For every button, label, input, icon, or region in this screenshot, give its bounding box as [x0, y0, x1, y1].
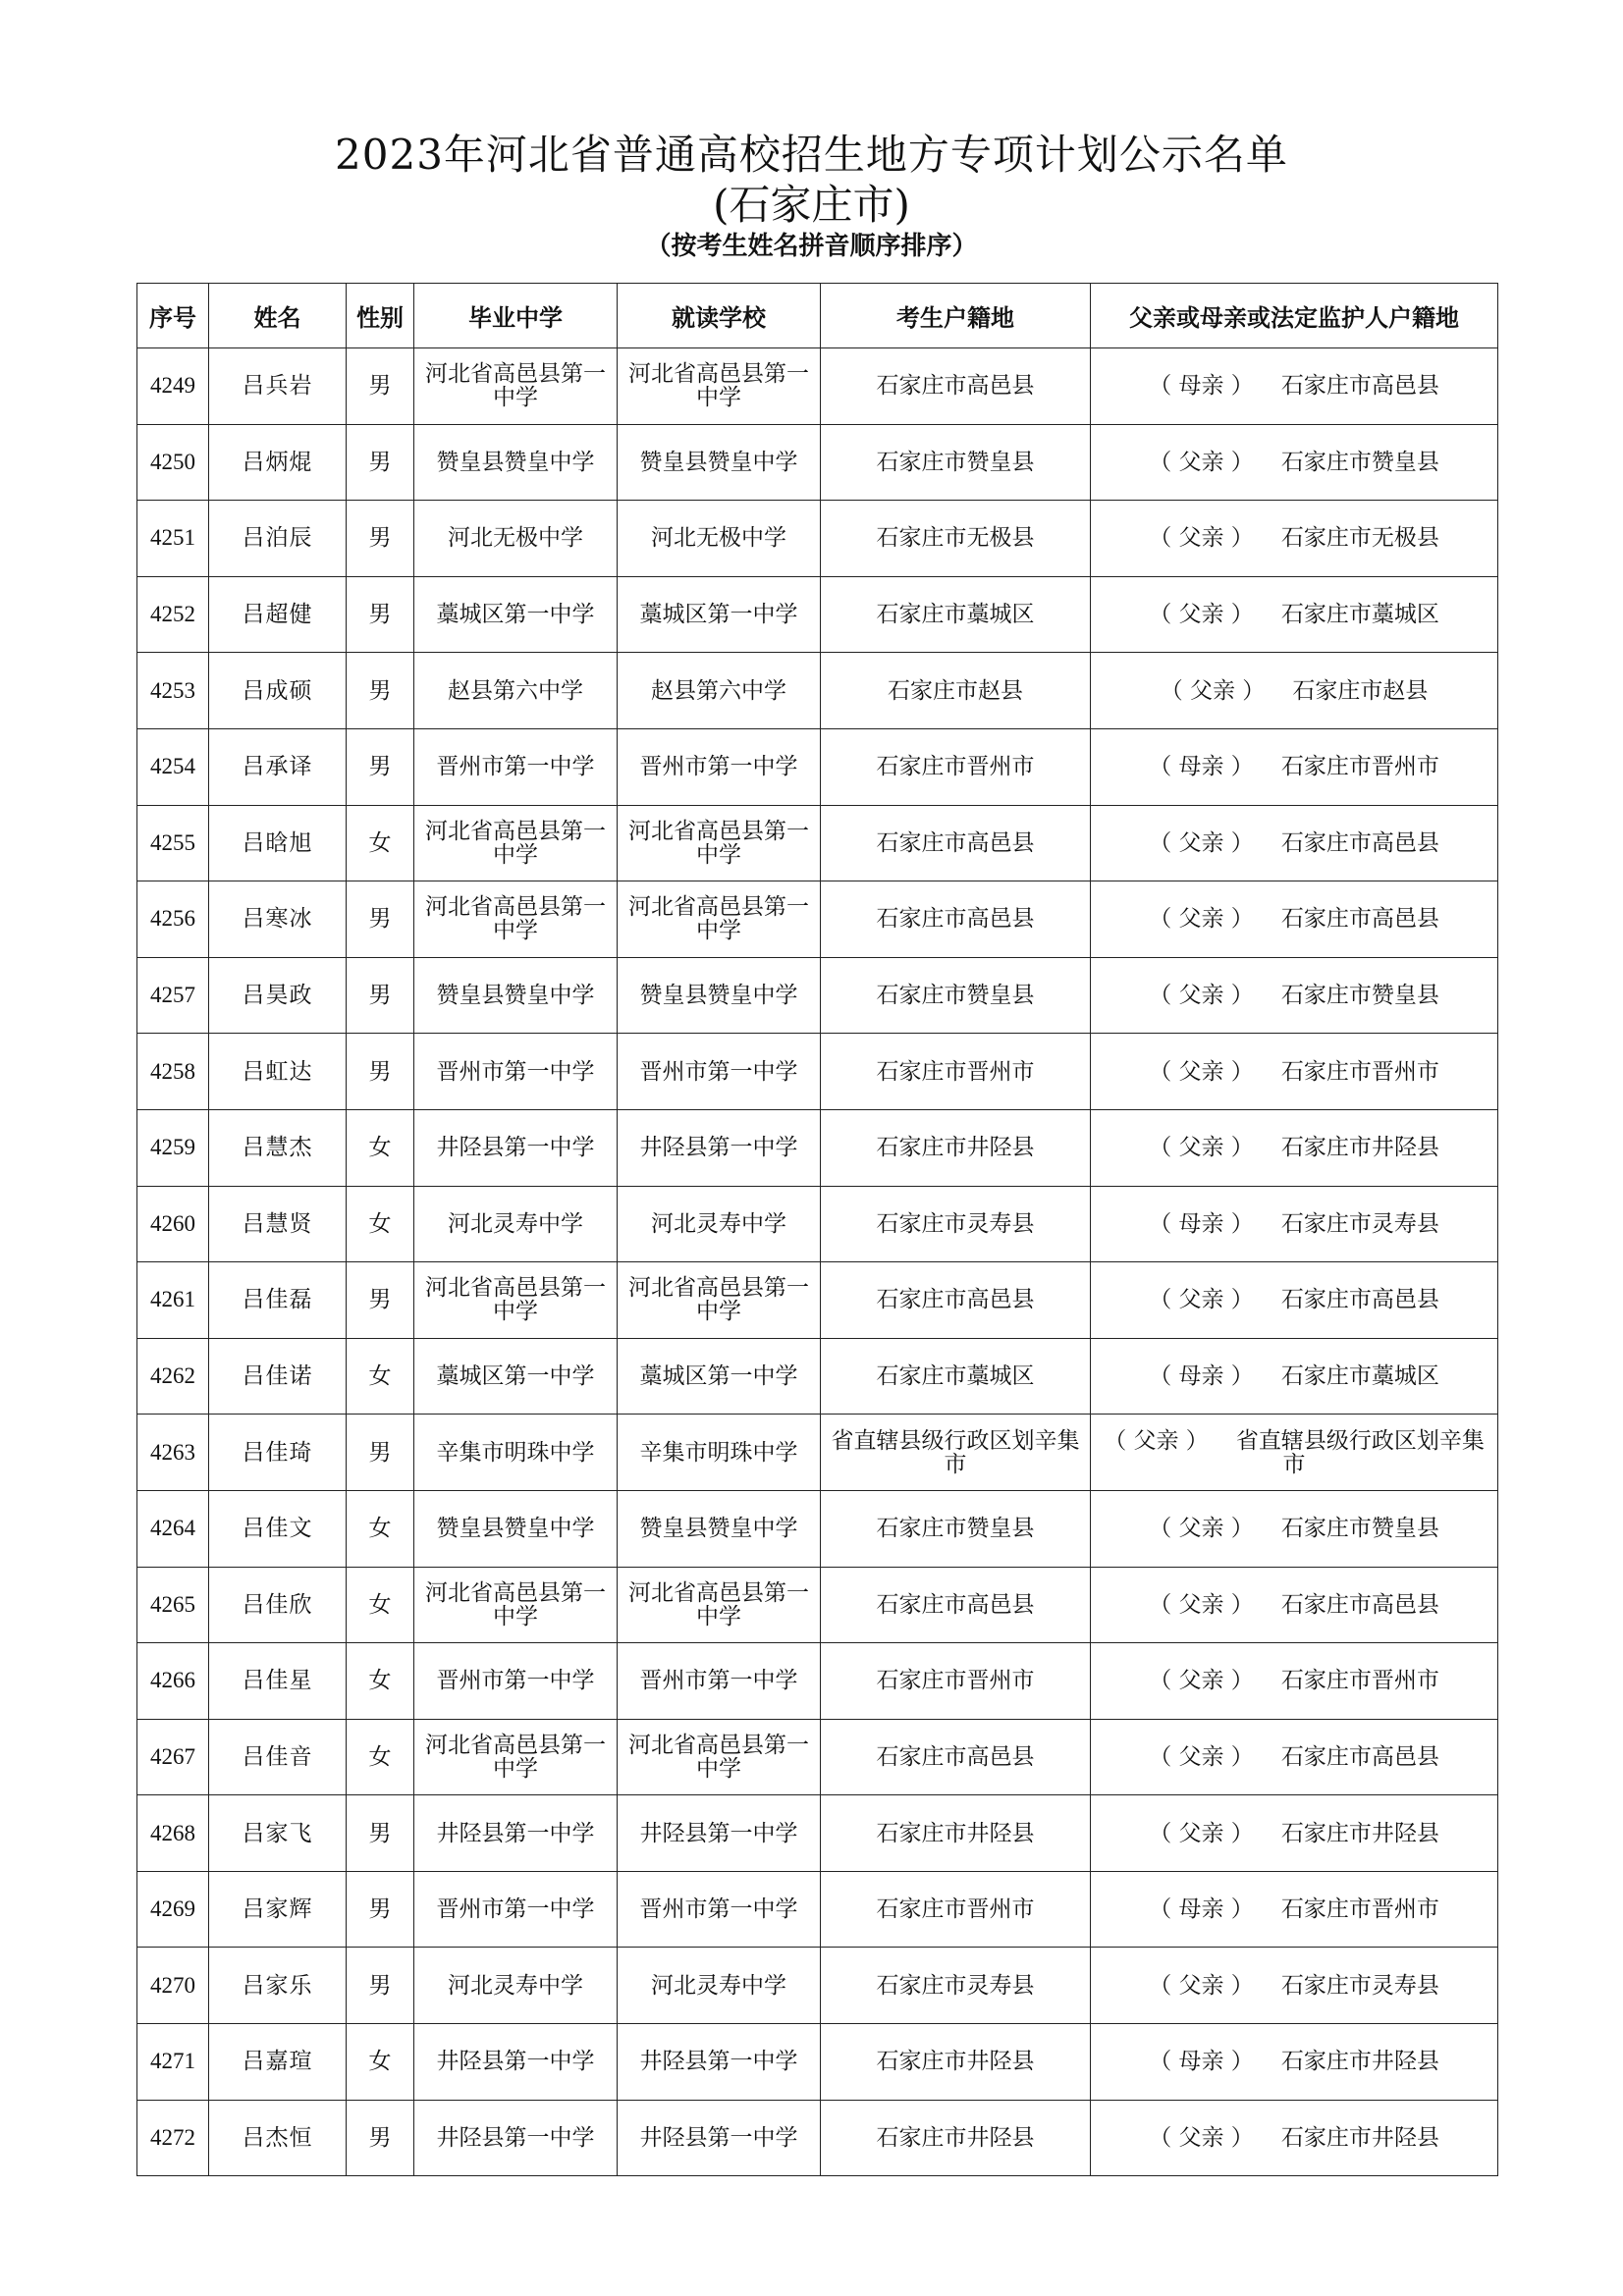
cell-seq: 4271: [137, 2024, 209, 2101]
cell-household: 石家庄市井陉县: [821, 2100, 1091, 2176]
cell-current-school: 河北灵寿中学: [618, 1948, 821, 2024]
cell-household: 石家庄市赞皇县: [821, 957, 1091, 1034]
cell-grad-school: 晋州市第一中学: [414, 1034, 618, 1110]
cell-name: 吕炳焜: [209, 424, 347, 501]
table-row: [137, 2024, 1498, 2101]
cell-current-school: 河北省高邑县第一中学: [618, 805, 821, 881]
cell-current-school: 井陉县第一中学: [618, 2100, 821, 2176]
cell-grad-school: 河北省高邑县第一中学: [414, 805, 618, 881]
guardian-place: 石家庄市高邑县: [1280, 373, 1439, 400]
guardian-place: 石家庄市灵寿县: [1280, 1972, 1439, 1999]
cell-gender: 男: [347, 1034, 414, 1110]
guardian-place: 石家庄市高邑县: [1280, 906, 1439, 933]
guardian-place: 石家庄市高邑县: [1280, 1743, 1439, 1770]
cell-current-school: 赞皇县赞皇中学: [618, 424, 821, 501]
cell-seq: 4267: [137, 1719, 209, 1795]
cell-household: 石家庄市无极县: [821, 501, 1091, 577]
cell-guardian: [1091, 1338, 1498, 1415]
cell-name: 吕慧杰: [209, 1109, 347, 1186]
cell-name: 吕佳磊: [209, 1262, 347, 1339]
cell-guardian: [1091, 424, 1498, 501]
cell-current-school: 河北省高邑县第一中学: [618, 1262, 821, 1339]
cell-current-school: 赵县第六中学: [618, 653, 821, 729]
guardian-place: 石家庄市晋州市: [1280, 1058, 1439, 1085]
cell-guardian: [1091, 1262, 1498, 1339]
cell-seq: 4265: [137, 1567, 209, 1643]
cell-name: 吕寒冰: [209, 881, 347, 958]
cell-grad-school: 河北无极中学: [414, 501, 618, 577]
guardian-relation: （ 父亲 ）: [1149, 1591, 1254, 1618]
cell-gender: 男: [347, 1871, 414, 1948]
cell-household: 石家庄市高邑县: [821, 1719, 1091, 1795]
column-header-household: 考生户籍地: [821, 284, 1091, 348]
cell-guardian: [1091, 1567, 1498, 1643]
guardian-relation: （ 父亲 ）: [1149, 1135, 1254, 1161]
guardian-place: 石家庄市藁城区: [1280, 1363, 1439, 1390]
cell-guardian: [1091, 348, 1498, 425]
cell-name: 吕家乐: [209, 1948, 347, 2024]
cell-name: 吕佳琦: [209, 1415, 347, 1491]
cell-current-school: 晋州市第一中学: [618, 728, 821, 805]
cell-seq: 4269: [137, 1871, 209, 1948]
cell-gender: 男: [347, 1262, 414, 1339]
cell-guardian: [1091, 1109, 1498, 1186]
guardian-relation: （ 母亲 ）: [1149, 1896, 1254, 1923]
table-row: [137, 1338, 1498, 1415]
cell-gender: 女: [347, 1567, 414, 1643]
guardian-place: 石家庄市晋州市: [1280, 754, 1439, 780]
roster-table: [136, 283, 1498, 2176]
guardian-relation: （ 父亲 ）: [1149, 1516, 1254, 1542]
cell-name: 吕承译: [209, 728, 347, 805]
cell-seq: 4252: [137, 576, 209, 653]
cell-household: 石家庄市高邑县: [821, 348, 1091, 425]
cell-guardian: [1091, 1795, 1498, 1872]
guardian-relation: （ 父亲 ）: [1104, 1427, 1209, 1454]
cell-gender: 男: [347, 1795, 414, 1872]
cell-gender: 男: [347, 957, 414, 1034]
guardian-relation: （ 父亲 ）: [1160, 677, 1266, 704]
cell-household: 石家庄市赵县: [821, 653, 1091, 729]
cell-gender: 女: [347, 1338, 414, 1415]
cell-gender: 女: [347, 1719, 414, 1795]
cell-gender: 男: [347, 424, 414, 501]
guardian-place: 石家庄市赞皇县: [1280, 449, 1439, 475]
column-header-seq: 序号: [137, 284, 209, 348]
cell-name: 吕慧贤: [209, 1186, 347, 1262]
cell-current-school: 河北省高邑县第一中学: [618, 1719, 821, 1795]
table-row: [137, 1034, 1498, 1110]
column-header-current-school: 就读学校: [618, 284, 821, 348]
cell-name: 吕晗旭: [209, 805, 347, 881]
cell-current-school: 井陉县第一中学: [618, 1795, 821, 1872]
guardian-relation: （ 父亲 ）: [1149, 983, 1254, 1009]
cell-grad-school: 赞皇县赞皇中学: [414, 424, 618, 501]
guardian-relation: （ 父亲 ）: [1149, 525, 1254, 552]
page-title: 2023年河北省普通高校招生地方专项计划公示名单: [335, 131, 1288, 179]
cell-household: 石家庄市灵寿县: [821, 1186, 1091, 1262]
table-row: [137, 957, 1498, 1034]
guardian-relation: （ 父亲 ）: [1149, 1058, 1254, 1085]
cell-name: 吕兵岩: [209, 348, 347, 425]
cell-name: 吕佳音: [209, 1719, 347, 1795]
cell-seq: 4264: [137, 1490, 209, 1567]
guardian-relation: （ 父亲 ）: [1149, 829, 1254, 856]
cell-guardian: [1091, 1415, 1498, 1491]
guardian-relation: （ 母亲 ）: [1149, 2049, 1254, 2075]
cell-gender: 女: [347, 1109, 414, 1186]
guardian-relation: （ 母亲 ）: [1149, 1363, 1254, 1390]
table-body: [137, 348, 1498, 2176]
cell-current-school: 河北省高邑县第一中学: [618, 348, 821, 425]
cell-grad-school: 藁城区第一中学: [414, 1338, 618, 1415]
guardian-relation: （ 父亲 ）: [1149, 1972, 1254, 1999]
cell-gender: 男: [347, 728, 414, 805]
table-row: [137, 1948, 1498, 2024]
sort-note: （按考生姓名拼音顺序排序）: [645, 232, 978, 261]
guardian-relation: （ 父亲 ）: [1149, 906, 1254, 933]
cell-guardian: [1091, 1034, 1498, 1110]
table-row: [137, 1643, 1498, 1720]
cell-name: 吕家辉: [209, 1871, 347, 1948]
table-row: [137, 1262, 1498, 1339]
table-row: [137, 576, 1498, 653]
cell-current-school: 河北灵寿中学: [618, 1186, 821, 1262]
cell-name: 吕嘉瑄: [209, 2024, 347, 2101]
cell-grad-school: 井陉县第一中学: [414, 2024, 618, 2101]
table-row: [137, 1109, 1498, 1186]
cell-gender: 女: [347, 2024, 414, 2101]
cell-seq: 4254: [137, 728, 209, 805]
cell-grad-school: 晋州市第一中学: [414, 1871, 618, 1948]
cell-guardian: [1091, 2100, 1498, 2176]
cell-name: 吕佳诺: [209, 1338, 347, 1415]
guardian-place: 石家庄市晋州市: [1280, 1896, 1439, 1923]
cell-grad-school: 井陉县第一中学: [414, 1109, 618, 1186]
cell-guardian: [1091, 957, 1498, 1034]
guardian-place: 石家庄市井陉县: [1280, 1820, 1439, 1846]
cell-current-school: 藁城区第一中学: [618, 1338, 821, 1415]
cell-household: 石家庄市高邑县: [821, 1567, 1091, 1643]
cell-current-school: 赞皇县赞皇中学: [618, 1490, 821, 1567]
guardian-relation: （ 父亲 ）: [1149, 1820, 1254, 1846]
cell-guardian: [1091, 1643, 1498, 1720]
cell-household: 石家庄市晋州市: [821, 1643, 1091, 1720]
cell-household: 石家庄市高邑县: [821, 805, 1091, 881]
table-row: [137, 1719, 1498, 1795]
guardian-place: 石家庄市藁城区: [1280, 602, 1439, 628]
cell-grad-school: 赵县第六中学: [414, 653, 618, 729]
cell-seq: 4256: [137, 881, 209, 958]
cell-name: 吕成硕: [209, 653, 347, 729]
guardian-place: 石家庄市晋州市: [1280, 1668, 1439, 1694]
cell-grad-school: 井陉县第一中学: [414, 2100, 618, 2176]
cell-guardian: [1091, 881, 1498, 958]
cell-current-school: 晋州市第一中学: [618, 1643, 821, 1720]
cell-seq: 4268: [137, 1795, 209, 1872]
cell-guardian: [1091, 653, 1498, 729]
cell-grad-school: 晋州市第一中学: [414, 728, 618, 805]
cell-gender: 男: [347, 1948, 414, 2024]
guardian-place: 石家庄市赵县: [1292, 677, 1429, 704]
cell-grad-school: 河北省高邑县第一中学: [414, 1719, 618, 1795]
guardian-place: 石家庄市赞皇县: [1280, 983, 1439, 1009]
cell-grad-school: 井陉县第一中学: [414, 1795, 618, 1872]
cell-current-school: 晋州市第一中学: [618, 1034, 821, 1110]
table-row: [137, 1186, 1498, 1262]
table-row: [137, 348, 1498, 425]
cell-name: 吕杰恒: [209, 2100, 347, 2176]
guardian-place: 石家庄市高邑县: [1280, 829, 1439, 856]
cell-current-school: 河北省高邑县第一中学: [618, 1567, 821, 1643]
cell-gender: 女: [347, 1490, 414, 1567]
guardian-place: 石家庄市井陉县: [1280, 1135, 1439, 1161]
cell-current-school: 河北省高邑县第一中学: [618, 881, 821, 958]
guardian-relation: （ 母亲 ）: [1149, 373, 1254, 400]
cell-name: 吕家飞: [209, 1795, 347, 1872]
table-row: [137, 728, 1498, 805]
cell-seq: 4259: [137, 1109, 209, 1186]
cell-seq: 4263: [137, 1415, 209, 1491]
cell-seq: 4262: [137, 1338, 209, 1415]
cell-grad-school: 河北省高邑县第一中学: [414, 348, 618, 425]
cell-gender: 男: [347, 1415, 414, 1491]
cell-household: 石家庄市赞皇县: [821, 424, 1091, 501]
cell-household: 石家庄市赞皇县: [821, 1490, 1091, 1567]
cell-name: 吕佳文: [209, 1490, 347, 1567]
cell-seq: 4258: [137, 1034, 209, 1110]
cell-seq: 4257: [137, 957, 209, 1034]
cell-household: 石家庄市高邑县: [821, 881, 1091, 958]
table-row: [137, 1871, 1498, 1948]
cell-name: 吕虹达: [209, 1034, 347, 1110]
guardian-place: 石家庄市井陉县: [1280, 2124, 1439, 2151]
cell-household: 石家庄市井陉县: [821, 2024, 1091, 2101]
guardian-place: 石家庄市灵寿县: [1280, 1210, 1439, 1237]
guardian-place: 石家庄市赞皇县: [1280, 1516, 1439, 1542]
guardian-place: 石家庄市高邑县: [1280, 1591, 1439, 1618]
cell-household: 石家庄市藁城区: [821, 576, 1091, 653]
cell-grad-school: 藁城区第一中学: [414, 576, 618, 653]
cell-gender: 女: [347, 805, 414, 881]
table-row: [137, 881, 1498, 958]
guardian-relation: （ 父亲 ）: [1149, 449, 1254, 475]
cell-name: 吕超健: [209, 576, 347, 653]
table-row: [137, 501, 1498, 577]
cell-name: 吕泊辰: [209, 501, 347, 577]
cell-seq: 4260: [137, 1186, 209, 1262]
cell-household: 石家庄市藁城区: [821, 1338, 1091, 1415]
table-row: [137, 805, 1498, 881]
cell-grad-school: 辛集市明珠中学: [414, 1415, 618, 1491]
cell-seq: 4250: [137, 424, 209, 501]
cell-gender: 男: [347, 576, 414, 653]
cell-current-school: 晋州市第一中学: [618, 1871, 821, 1948]
cell-grad-school: 河北省高邑县第一中学: [414, 1262, 618, 1339]
cell-guardian: [1091, 805, 1498, 881]
table-row: [137, 1795, 1498, 1872]
cell-gender: 男: [347, 501, 414, 577]
cell-guardian: [1091, 2024, 1498, 2101]
cell-guardian: [1091, 1719, 1498, 1795]
table-row: [137, 653, 1498, 729]
cell-household: 石家庄市井陉县: [821, 1795, 1091, 1872]
column-header-grad-school: 毕业中学: [414, 284, 618, 348]
cell-household: 石家庄市高邑县: [821, 1262, 1091, 1339]
cell-name: 吕佳星: [209, 1643, 347, 1720]
cell-grad-school: 赞皇县赞皇中学: [414, 957, 618, 1034]
cell-grad-school: 河北省高邑县第一中学: [414, 881, 618, 958]
cell-guardian: [1091, 1871, 1498, 1948]
cell-seq: 4249: [137, 348, 209, 425]
cell-gender: 女: [347, 1186, 414, 1262]
table-row: [137, 424, 1498, 501]
column-header-name: 姓名: [209, 284, 347, 348]
page-subtitle: (石家庄市): [713, 181, 910, 229]
cell-name: 吕昊政: [209, 957, 347, 1034]
cell-guardian: [1091, 1186, 1498, 1262]
cell-current-school: 辛集市明珠中学: [618, 1415, 821, 1491]
table-header-row: [137, 284, 1498, 348]
cell-household: 石家庄市井陉县: [821, 1109, 1091, 1186]
cell-gender: 女: [347, 1643, 414, 1720]
cell-name: 吕佳欣: [209, 1567, 347, 1643]
column-header-guardian: 父亲或母亲或法定监护人户籍地: [1091, 284, 1498, 348]
cell-seq: 4272: [137, 2100, 209, 2176]
column-header-gender: 性别: [347, 284, 414, 348]
cell-current-school: 井陉县第一中学: [618, 2024, 821, 2101]
guardian-relation: （ 父亲 ）: [1149, 2124, 1254, 2151]
cell-guardian: [1091, 501, 1498, 577]
guardian-relation: （ 父亲 ）: [1149, 1287, 1254, 1313]
cell-gender: 男: [347, 653, 414, 729]
cell-household: 石家庄市灵寿县: [821, 1948, 1091, 2024]
cell-seq: 4266: [137, 1643, 209, 1720]
table-row: [137, 1415, 1498, 1491]
cell-seq: 4253: [137, 653, 209, 729]
cell-grad-school: 河北灵寿中学: [414, 1186, 618, 1262]
table-row: [137, 2100, 1498, 2176]
cell-gender: 男: [347, 348, 414, 425]
cell-seq: 4251: [137, 501, 209, 577]
guardian-place: 省直辖县级行政区划辛集市: [1235, 1427, 1485, 1477]
cell-seq: 4261: [137, 1262, 209, 1339]
cell-grad-school: 晋州市第一中学: [414, 1643, 618, 1720]
table-row: [137, 1567, 1498, 1643]
guardian-relation: （ 父亲 ）: [1149, 602, 1254, 628]
cell-grad-school: 河北灵寿中学: [414, 1948, 618, 2024]
guardian-place: 石家庄市井陉县: [1280, 2049, 1439, 2075]
guardian-relation: （ 父亲 ）: [1149, 1743, 1254, 1770]
cell-guardian: [1091, 728, 1498, 805]
cell-household: 石家庄市晋州市: [821, 1034, 1091, 1110]
table-row: [137, 1490, 1498, 1567]
guardian-place: 石家庄市无极县: [1280, 525, 1439, 552]
cell-seq: 4255: [137, 805, 209, 881]
cell-gender: 男: [347, 881, 414, 958]
cell-grad-school: 赞皇县赞皇中学: [414, 1490, 618, 1567]
guardian-relation: （ 父亲 ）: [1149, 1668, 1254, 1694]
cell-current-school: 赞皇县赞皇中学: [618, 957, 821, 1034]
cell-current-school: 河北无极中学: [618, 501, 821, 577]
cell-household: 省直辖县级行政区划辛集市: [821, 1415, 1091, 1491]
guardian-place: 石家庄市高邑县: [1280, 1287, 1439, 1313]
cell-current-school: 藁城区第一中学: [618, 576, 821, 653]
guardian-relation: （ 母亲 ）: [1149, 1210, 1254, 1237]
cell-guardian: [1091, 1948, 1498, 2024]
cell-household: 石家庄市晋州市: [821, 1871, 1091, 1948]
guardian-relation: （ 母亲 ）: [1149, 754, 1254, 780]
cell-grad-school: 河北省高邑县第一中学: [414, 1567, 618, 1643]
cell-seq: 4270: [137, 1948, 209, 2024]
cell-guardian: [1091, 1490, 1498, 1567]
cell-current-school: 井陉县第一中学: [618, 1109, 821, 1186]
cell-gender: 男: [347, 2100, 414, 2176]
cell-household: 石家庄市晋州市: [821, 728, 1091, 805]
cell-guardian: [1091, 576, 1498, 653]
